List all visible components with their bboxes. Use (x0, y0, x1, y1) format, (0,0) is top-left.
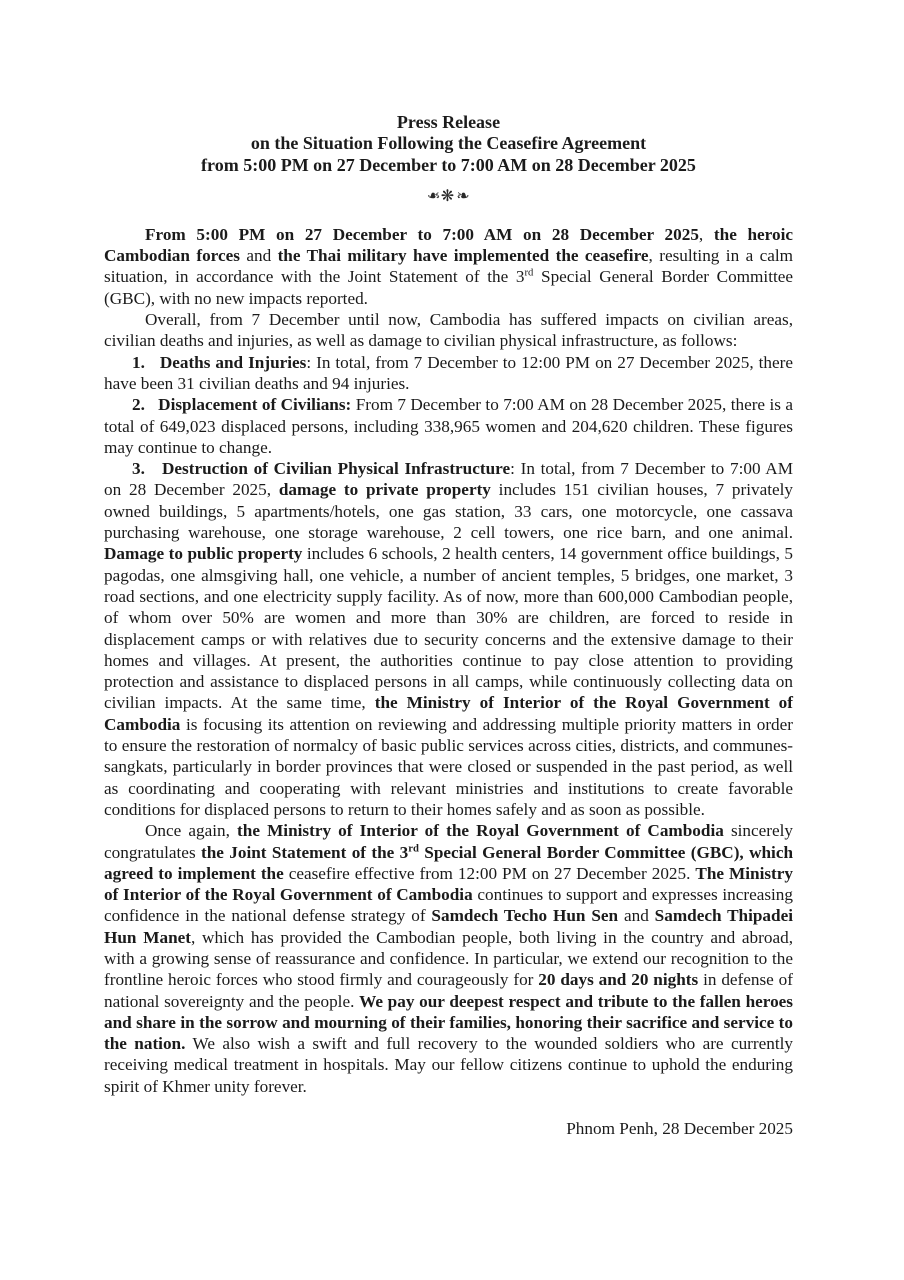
flourish-right-icon: ❧ (456, 187, 472, 205)
deaths-and-injuries-item (104, 352, 793, 395)
infrastructure-destruction-item (104, 458, 793, 820)
text-run: , (698, 224, 714, 244)
text-run: : In total, from 7 December to 7:00 AM on 28 December 2025, (104, 459, 793, 500)
text-run: From 5:00 PM on 27 December to 7:00 AM on 28 December 2025 (145, 224, 699, 244)
text-run: Once again, (145, 821, 238, 841)
text-run: : In total, from 7 December to 12:00 PM on 27 December 2025, there have been 31 civilian deaths and 94 injuries. (104, 352, 793, 393)
dateline: Phnom Penh, 28 December 2025 (566, 1119, 793, 1139)
text-run: ceasefire effective from 12:00 PM on 27 December 2025. (283, 863, 696, 883)
text-run: the Ministry of Interior of the Royal Government of Cambodia (104, 693, 793, 734)
text-run: 3. Destruction of Civilian Physical Infrastructure (132, 459, 511, 479)
text-run: 2. Displacement of Civilians: (132, 395, 352, 415)
text-run: Special General Border Committee (GBC), which agreed to implement the (104, 842, 794, 883)
text-run: and (239, 246, 278, 266)
displacement-item (104, 394, 793, 458)
title-line-1: Press Release (396, 112, 501, 132)
text-run: Samdech Techo Hun Sen (431, 906, 619, 926)
text-run: From 7 December to 7:00 AM on 28 December 2025, there is a total of 649,023 displaced persons, including 338,965 women and 204,620 children. These figures may continue to change. (104, 395, 793, 457)
text-run: Overall, from 7 December until now, Cambodia has suffered impacts on civilian areas, civilian deaths and injuries, as well as damage to civilian physical infrastructure, as follows: (104, 310, 793, 351)
text-run: rd (524, 267, 534, 279)
text-run: damage to private property (278, 480, 491, 500)
text-run: the heroic Cambodian forces (104, 224, 794, 266)
title-line-2: on the Situation Following the Ceasefire Agreement (250, 133, 647, 154)
text-run: is focusing its attention on reviewing and addressing multiple priority matters in order to ensure the restoration of normalcy of basic public services across cities, districts, and communes-sangkats, particularly in border provinces that were closed or suspended in the past period, as well as coordinating and cooperating with relevant ministries and institutions to create favorable conditions for displaced persons to return to their homes safely and as soon as possible. (104, 714, 793, 819)
text-run: the Ministry of Interior of the Royal Government of Cambodia (237, 821, 724, 841)
text-run: sincerely congratulates (104, 821, 793, 862)
text-run: Samdech Thipadei Hun Manet (104, 906, 793, 947)
text-run: in defense of national sovereignty and the people. (104, 970, 793, 1011)
text-run: the Thai military have implemented the ceasefire (277, 246, 649, 266)
flower-icon: ❋ (440, 187, 457, 205)
ceasefire-implementation-paragraph (104, 224, 793, 309)
text-run: Damage to public property (104, 544, 303, 564)
closing-paragraph (104, 820, 793, 1097)
document-title (104, 112, 793, 176)
text-run: 1. Deaths and Injuries (132, 352, 307, 372)
text-run: and (618, 906, 655, 926)
overview-paragraph (104, 309, 793, 352)
title-line-3: from 5:00 PM on 27 December to 7:00 AM on 28 December 2025 (201, 154, 696, 175)
text-run: includes 151 civilian houses, 7 privately owned buildings, 5 apartments/hotels, one gas station, 33 cars, one motorcycle, one cassava purchasing warehouse, one storage warehouse, 2 cell towers, one rice barn, and one animal. (104, 480, 793, 543)
text-run: 20 days and 20 nights (538, 970, 699, 990)
text-run: includes 6 schools, 2 health centers, 14 government office buildings, 5 pagodas, one almsgiving hall, one vehicle, a number of ancient temples, 5 bridges, one market, 3 road sections, and one electricity supply facility. As of now, more than 600,000 Cambodian people, of whom over 50% are women and more than 30% are children, are forced to reside in displacement camps or with relatives due to security concerns and the extensive damage to their homes and villages. At present, the authorities continue to pay close attention to providing protection and assistance to displaced persons in all camps, while continuously collecting data on civilian impacts. At the same time, (104, 544, 793, 713)
text-run: continues to support and expresses increasing confidence in the national defense strategy of (104, 885, 793, 926)
ornament-divider (104, 186, 793, 208)
text-run: The Ministry of Interior of the Royal Government of Cambodia (104, 863, 793, 905)
text-run: We pay our deepest respect and tribute to the fallen heroes and share in the sorrow and mourning of their families, honoring their sacrifice and service to the nation. (104, 991, 793, 1054)
text-run: the Joint Statement of the 3 (201, 842, 409, 862)
text-run: Special General Border Committee (GBC), with no new impacts reported. (104, 267, 793, 308)
flourish-left-icon: ❧ (425, 187, 441, 205)
text-run: , which has provided the Cambodian people, both living in the country and abroad, with a growing sense of reassurance and confidence. In particular, we extend our recognition to the frontline heroic forces who stood firmly and courageously for (104, 927, 793, 990)
text-run: , resulting in a calm situation, in accordance with the Joint Statement of the 3 (104, 246, 793, 287)
document-body (104, 224, 793, 1097)
text-run: rd (408, 842, 419, 854)
text-run: We also wish a swift and full recovery to the wounded soldiers who are currently receiving medical treatment in hospitals. May our fellow citizens continue to uphold the enduring spirit of Khmer unity forever. (104, 1034, 793, 1096)
